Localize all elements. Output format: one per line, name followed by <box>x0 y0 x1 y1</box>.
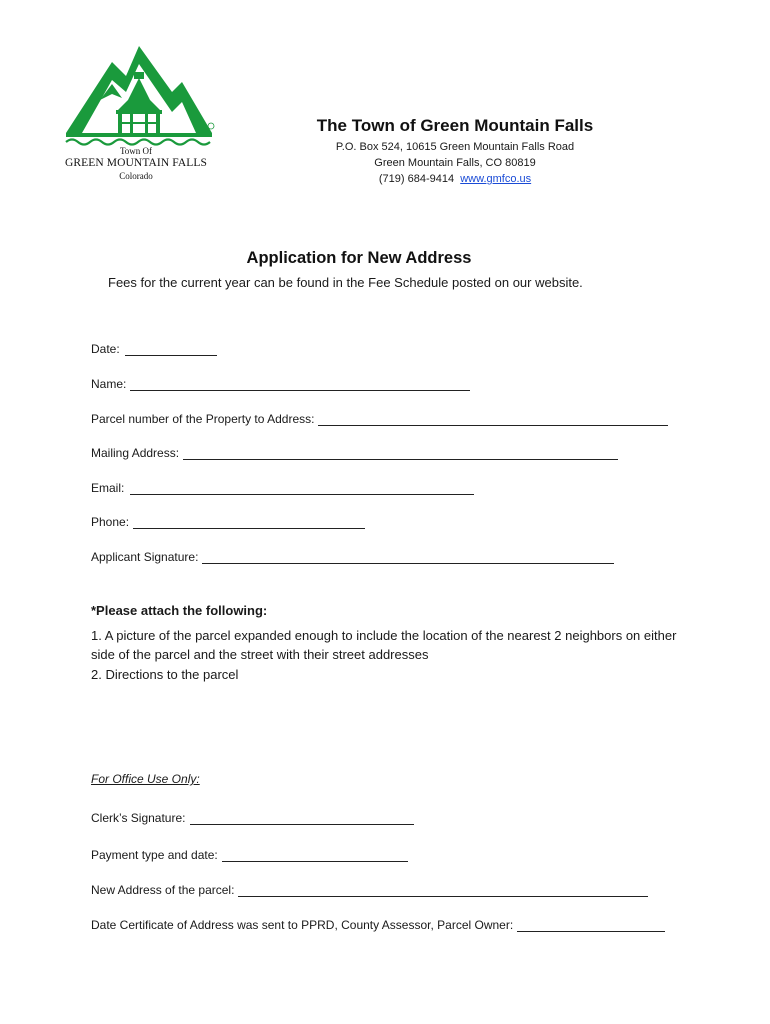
parcel-number-label: Parcel number of the Property to Address: <box>91 412 315 426</box>
office-use-heading: For Office Use Only: <box>91 772 200 786</box>
certificate-date-field <box>91 916 665 932</box>
date-field <box>91 340 217 356</box>
applicant-signature-field <box>91 548 614 564</box>
email-label: Email: <box>91 481 125 495</box>
town-title: The Town of Green Mountain Falls <box>316 116 594 135</box>
email-field <box>91 479 474 495</box>
date-label: Date: <box>91 342 120 356</box>
form-title: Application for New Address <box>246 249 472 267</box>
new-address-field <box>91 881 648 897</box>
attachment-item-1: 1. A picture of the parcel expanded enough to include the location of the nearest 2 neighbors on either side of the parcel and the street with their street addresses <box>91 628 677 662</box>
mailing-address-label: Mailing Address: <box>91 446 180 460</box>
name-input-line[interactable] <box>130 377 470 391</box>
logo-town-name: GREEN MOUNTAIN FALLS <box>64 157 208 169</box>
name-label: Name: <box>91 377 127 391</box>
po-box-address: P.O. Box 524, 10615 Green Mountain Falls Road <box>335 141 575 153</box>
payment-type-field <box>91 846 408 862</box>
fees-note: Fees for the current year can be found in the Fee Schedule posted on our website. <box>108 275 583 290</box>
logo-town-of: Town Of <box>119 146 153 156</box>
contact-line <box>300 173 610 185</box>
new-address-input-line[interactable] <box>238 883 648 897</box>
applicant-signature-label: Applicant Signature: <box>91 550 199 564</box>
logo-state: Colorado <box>119 171 153 181</box>
new-address-label: New Address of the parcel: <box>91 883 235 897</box>
clerk-signature-label: Clerk’s Signature: <box>91 811 186 825</box>
mailing-address-input-line[interactable] <box>183 446 618 460</box>
name-field <box>91 375 470 391</box>
certificate-date-label: Date Certificate of Address was sent to PPRD, County Assessor, Parcel Owner: <box>91 918 514 932</box>
attachments-heading: *Please attach the following: <box>91 603 268 618</box>
phone-field <box>91 513 365 529</box>
phone-number: (719) 684-9414 <box>378 173 455 185</box>
phone-label: Phone: <box>91 515 130 529</box>
city-state-zip: Green Mountain Falls, CO 80819 <box>374 157 536 169</box>
applicant-signature-input-line[interactable] <box>202 550 614 564</box>
clerk-signature-input-line[interactable] <box>190 811 414 825</box>
certificate-date-input-line[interactable] <box>517 918 665 932</box>
payment-type-input-line[interactable] <box>222 848 408 862</box>
date-input-line[interactable] <box>125 342 217 356</box>
mailing-address-field <box>91 444 618 460</box>
payment-type-label: Payment type and date: <box>91 848 218 862</box>
parcel-number-field <box>91 410 668 426</box>
clerk-signature-field <box>91 809 414 825</box>
attachment-item-2: 2. Directions to the parcel <box>91 667 239 682</box>
parcel-number-input-line[interactable] <box>318 412 668 426</box>
website-link[interactable]: www.gmfco.us <box>460 173 532 185</box>
phone-input-line[interactable] <box>133 515 365 529</box>
email-input-line[interactable] <box>130 481 474 495</box>
